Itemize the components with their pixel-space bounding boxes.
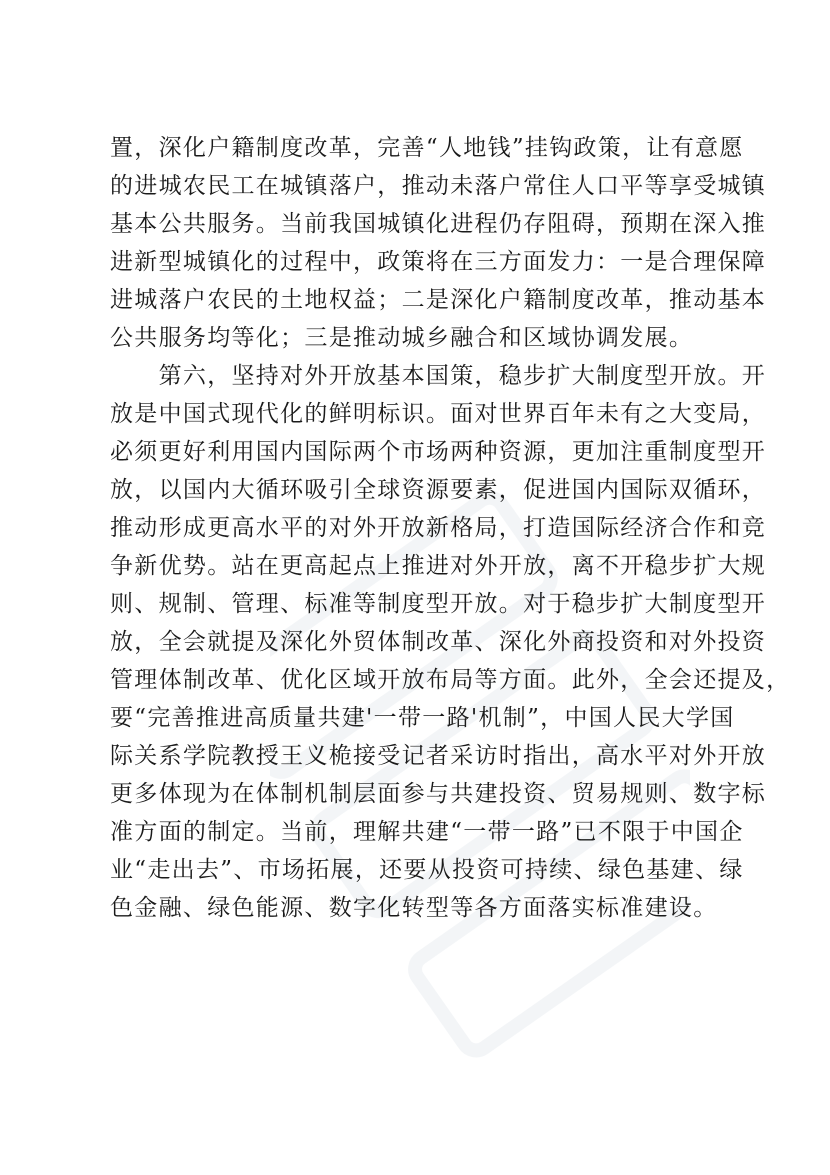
text-line: 必须更好利用国内国际两个市场两种资源，更加注重制度型开: [110, 439, 767, 465]
text-line: 管理体制改革、优化区域开放布局等方面。此外，全会还提及，: [110, 667, 791, 693]
text-line: 基本公共服务。当前我国城镇化进程仍存阻碍，预期在深入推: [110, 211, 767, 237]
text-line: 放，全会就提及深化外贸体制改革、深化外商投资和对外投资: [110, 629, 767, 655]
text-line: 公共服务均等化；三是推动城乡融合和区域协调发展。: [110, 325, 694, 351]
text-line: 置，深化户籍制度改革，完善“人地钱”挂钩政策，让有意愿: [110, 135, 744, 161]
text-line: 业“走出去”、市场拓展，还要从投资可持续、绿色基建、绿: [110, 857, 744, 883]
text-line: 放是中国式现代化的鲜明标识。面对世界百年未有之大变局，: [110, 401, 767, 427]
text-line: 的进城农民工在城镇落户，推动未落户常住人口平等享受城镇: [110, 173, 767, 199]
text-line: 进城落户农民的土地权益；二是深化户籍制度改革，推动基本: [110, 287, 767, 313]
text-line: 要“完善推进高质量共建'一带一路'机制”，中国人民大学国: [110, 705, 735, 731]
text-line: 更多体现为在体制机制层面参与共建投资、贸易规则、数字标: [110, 781, 767, 807]
text-line: 则、规制、管理、标准等制度型开放。对于稳步扩大制度型开: [110, 591, 767, 617]
text-line: 放，以国内大循环吸引全球资源要素，促进国内国际双循环，: [110, 477, 767, 503]
text-line: 进新型城镇化的过程中，政策将在三方面发力：一是合理保障: [110, 249, 767, 275]
text-line: 准方面的制定。当前，理解共建“一带一路”已不限于中国企: [110, 819, 744, 845]
text-line: 色金融、绿色能源、数字化转型等各方面落实标准建设。: [110, 895, 718, 921]
text-line: 第六，坚持对外开放基本国策，稳步扩大制度型开放。开: [110, 363, 767, 389]
text-line: 推动形成更高水平的对外开放新格局，打造国际经济合作和竞: [110, 515, 767, 541]
text-line: 争新优势。站在更高起点上推进对外开放，离不开稳步扩大规: [110, 553, 767, 579]
text-line: 际关系学院教授王义桅接受记者采访时指出，高水平对外开放: [110, 743, 767, 769]
